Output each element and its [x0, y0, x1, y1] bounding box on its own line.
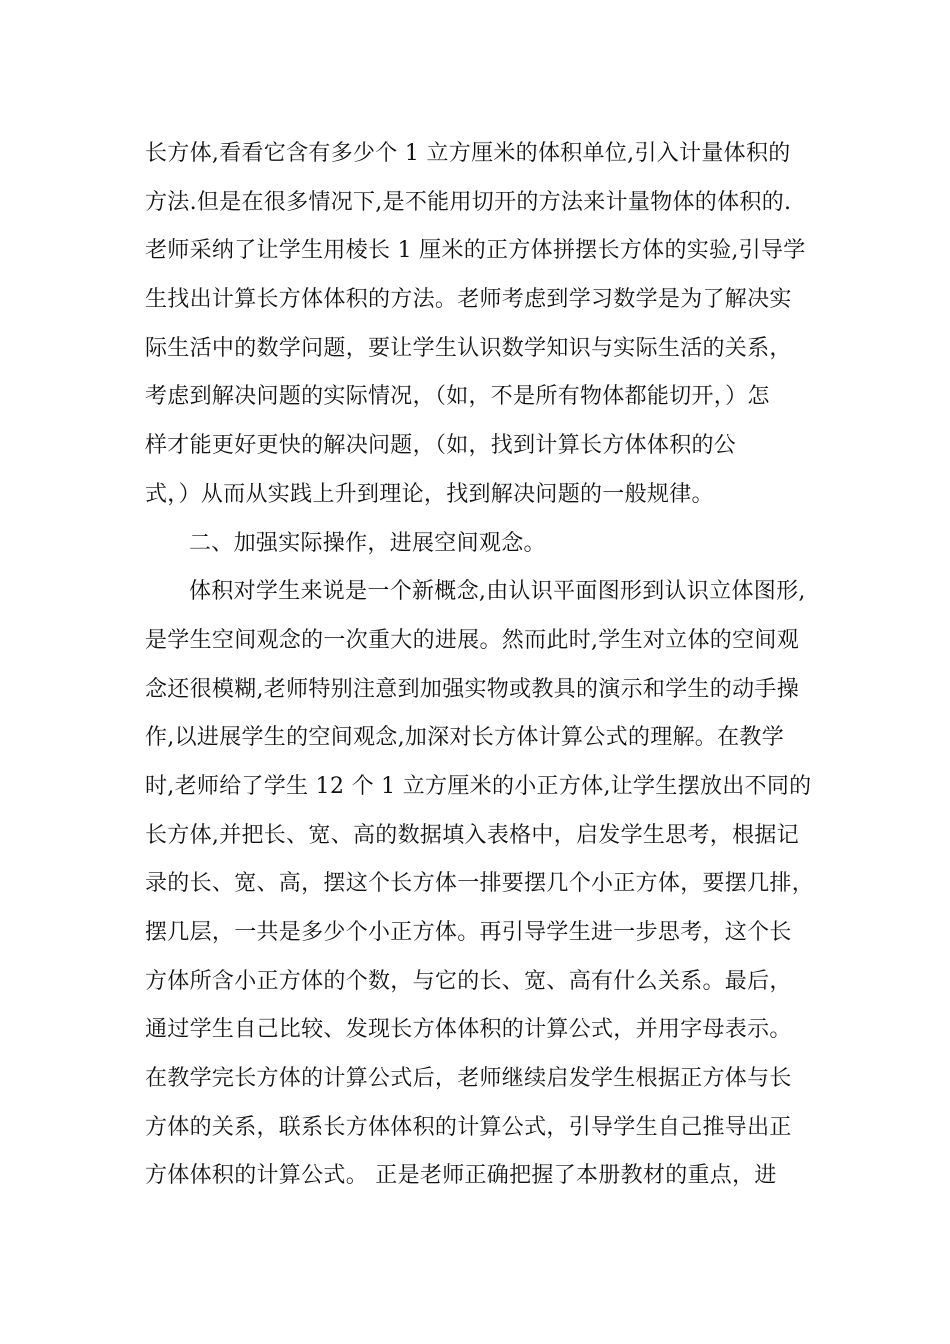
text-line: 念还很模糊,老师特别注意到加强实物或教具的演示和学生的动手操 [145, 676, 799, 702]
text-line: 生找出计算长方体体积的方法。老师考虑到学习数学是为了解决实 [145, 287, 792, 313]
text-line: 际生活中的数学问题，要让学生认识数学知识与实际生活的关系， [145, 335, 792, 361]
body-text [145, 130, 825, 1201]
text-line: 长方体,并把长、宽、高的数据填入表格中，启发学生思考，根据记 [145, 822, 799, 848]
text-line: 是学生空间观念的一次重大的进展。然而此时,学生对立体的空间观 [145, 627, 799, 653]
text-line: 录的长、宽、高，摆这个长方体一排要摆几个小正方体，要摆几排， [145, 871, 815, 897]
text-line: 体积对学生来说是一个新概念,由认识平面图形到认识立体图形, [189, 579, 806, 605]
text-line: 方体所含小正方体的个数，与它的长、宽、高有什么关系。最后， [145, 968, 792, 994]
text-line: 长方体,看看它含有多少个 1 立方厘米的体积单位,引入计量体积的 [145, 141, 791, 166]
text-line: 作,以进展学生的空间观念,加深对长方体计算公式的理解。在教学 [145, 725, 784, 751]
text-line: 考虑到解决问题的实际情况，（如，不是所有物体都能切开，）怎 [145, 384, 770, 410]
text-line: 通过学生自己比较、发现长方体体积的计算公式，并用字母表示。 [145, 1017, 792, 1043]
text-line: 样才能更好更快的解决问题，（如，找到计算长方体体积的公 [145, 433, 737, 459]
section-heading: 二、加强实际操作，进展空间观念。 [189, 530, 546, 556]
text-line: 老师采纳了让学生用棱长 1 厘米的正方体拼摆长方体的实验,引导学 [145, 238, 806, 264]
text-line: 方体的关系，联系长方体体积的计算公式，引导学生自己推导出正 [145, 1114, 792, 1140]
text-line: 方法.但是在很多情况下,是不能用切开的方法来计量物体的体积的. [145, 189, 792, 215]
text-line: 摆几层，一共是多少个小正方体。再引导学生进一步思考，这个长 [145, 920, 792, 945]
text-line: 式，）从而从实践上升到理论，找到解决问题的一般规律。 [145, 481, 714, 507]
text-line: 在教学完长方体的计算公式后，老师继续启发学生根据正方体与长 [145, 1066, 792, 1092]
text-line: 方体体积的计算公式。 正是老师正确把握了本册教材的重点，进 [145, 1163, 777, 1189]
text-line: 时,老师给了学生 12 个 1 立方厘米的小正方体,让学生摆放出不同的 [145, 773, 812, 799]
